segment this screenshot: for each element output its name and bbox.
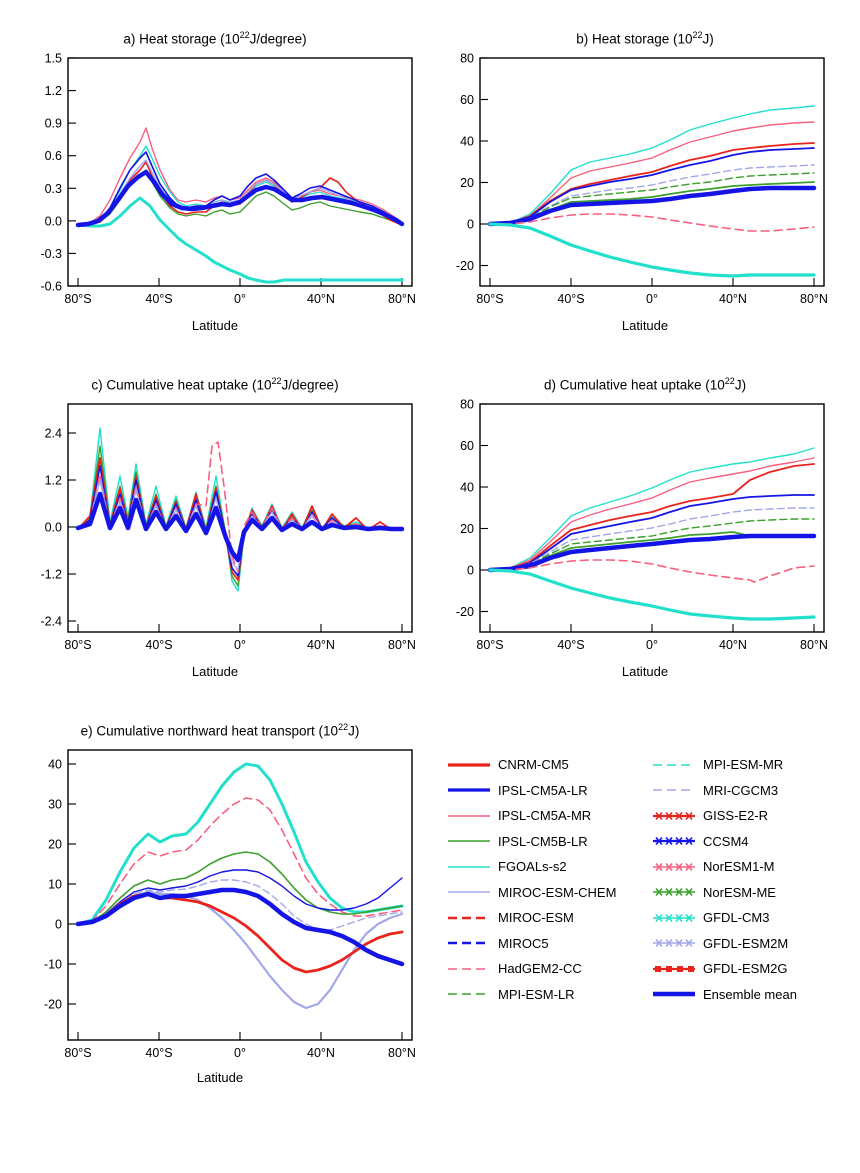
legend-line-swatch-icon [653, 962, 695, 976]
svg-text:60: 60 [460, 93, 474, 107]
svg-text:80°N: 80°N [388, 638, 416, 652]
legend-item-label: MIROC5 [498, 935, 549, 951]
legend-item-label: IPSL-CM5A-MR [498, 808, 592, 824]
panel-d-title: d) Cumulative heat uptake $(10^{22}J)$ [543, 376, 747, 393]
legend-item[interactable] [448, 829, 648, 855]
legend-item-label: CNRM-CM5 [498, 757, 569, 773]
svg-text:80: 80 [460, 51, 474, 66]
legend-item-label: NorESM-ME [703, 884, 776, 900]
legend-item[interactable] [448, 752, 648, 778]
svg-text:80°S: 80°S [476, 292, 504, 306]
legend-item-label: MPI-ESM-LR [498, 986, 575, 1002]
svg-text:80°S: 80°S [64, 638, 92, 652]
legend-line-swatch-icon [448, 911, 490, 925]
panel-c-xlabel: Latitude [191, 664, 239, 679]
legend-item-label: GFDL-CM3 [703, 910, 770, 926]
legend-item-label: IPSL-CM5B-LR [498, 833, 588, 849]
legend-column-2 [653, 752, 853, 1007]
svg-text:40°S: 40°S [145, 1046, 173, 1060]
legend-item-label: HadGEM2-CC [498, 961, 582, 977]
legend-line-swatch-icon [448, 987, 490, 1001]
svg-text:60: 60 [460, 439, 474, 453]
svg-text:0: 0 [467, 563, 474, 578]
svg-text:80°N: 80°N [388, 292, 416, 306]
svg-text:-20: -20 [455, 259, 474, 273]
legend-line-swatch-icon [448, 834, 490, 848]
legend-item[interactable] [653, 778, 853, 804]
legend-item[interactable] [653, 854, 853, 880]
svg-text:20: 20 [460, 522, 474, 536]
legend-item[interactable] [653, 829, 853, 855]
svg-text:40°S: 40°S [145, 292, 173, 306]
legend-item[interactable] [448, 778, 648, 804]
legend-line-swatch-icon [653, 936, 695, 950]
legend-item-label: MRI-CGCM3 [703, 782, 779, 798]
legend-item[interactable] [653, 956, 853, 982]
svg-text:0.0: 0.0 [44, 520, 62, 535]
legend-item-label: GFDL-ESM2G [703, 961, 788, 977]
svg-text:80°S: 80°S [64, 292, 92, 306]
svg-text:0°: 0° [234, 292, 246, 306]
svg-text:-0.3: -0.3 [40, 246, 62, 261]
legend-item[interactable] [448, 956, 648, 982]
legend-line-swatch-icon [448, 860, 490, 874]
legend-line-swatch-icon [653, 834, 695, 848]
panel-b-title: b) Heat storage $(10^{22}J)$ [576, 30, 714, 47]
legend-item-label: MIROC-ESM-CHEM [498, 884, 617, 900]
legend-line-swatch-icon [653, 783, 695, 797]
svg-text:-2.4: -2.4 [40, 614, 62, 629]
panel-a [0, 30, 430, 360]
panel-e-title: e) Cumulative northward heat transport $(10^{22}J)$ [80, 722, 360, 739]
legend-item[interactable] [653, 803, 853, 829]
svg-text:40: 40 [460, 480, 474, 495]
panel-a-title: a) Heat storage $(10^{22}J/degree)$ [123, 30, 307, 47]
legend-line-swatch-icon [448, 758, 490, 772]
svg-text:20: 20 [460, 176, 474, 190]
legend-line-swatch-icon [448, 936, 490, 950]
legend-item-label: NorESM1-M [703, 859, 775, 875]
panel-b-plot [430, 30, 860, 330]
svg-text:80°S: 80°S [476, 638, 504, 652]
svg-text:0°: 0° [646, 638, 658, 652]
svg-text:30: 30 [48, 797, 62, 812]
svg-text:80°N: 80°N [800, 292, 828, 306]
legend [448, 752, 860, 1042]
svg-text:80°S: 80°S [64, 1046, 92, 1060]
svg-text:-1.2: -1.2 [40, 567, 62, 582]
svg-text:40°N: 40°N [719, 292, 747, 306]
svg-text:40°N: 40°N [307, 292, 335, 306]
svg-text:10: 10 [48, 877, 62, 892]
legend-line-swatch-icon [653, 758, 695, 772]
svg-text:0.3: 0.3 [44, 181, 62, 196]
svg-text:80°N: 80°N [800, 638, 828, 652]
legend-item-label: CCSM4 [703, 833, 749, 849]
legend-item-label: FGOALs-s2 [498, 859, 567, 875]
svg-text:40°S: 40°S [145, 638, 173, 652]
legend-line-swatch-icon [448, 962, 490, 976]
svg-text:0°: 0° [646, 292, 658, 306]
svg-text:-20: -20 [455, 605, 474, 619]
svg-text:40: 40 [48, 757, 62, 772]
panel-a-plot [0, 30, 430, 330]
svg-text:-20: -20 [43, 997, 62, 1012]
panel-e [0, 722, 440, 1085]
svg-text:1.2: 1.2 [44, 84, 62, 99]
legend-line-swatch-icon [653, 860, 695, 874]
legend-item-label: MIROC-ESM [498, 910, 574, 926]
legend-item[interactable] [653, 752, 853, 778]
legend-item-label: Ensemble mean [703, 986, 797, 1002]
svg-text:80: 80 [460, 397, 474, 412]
panel-c-title: c) Cumulative heat uptake $(10^{22}J/degree)$ [91, 376, 339, 393]
legend-item[interactable] [448, 803, 648, 829]
legend-line-swatch-icon [653, 885, 695, 899]
svg-text:1.2: 1.2 [44, 473, 62, 488]
svg-text:2.4: 2.4 [44, 426, 62, 441]
legend-item[interactable] [653, 931, 853, 957]
legend-item[interactable] [653, 905, 853, 931]
panel-e-plot [0, 722, 440, 1060]
legend-line-swatch-icon [653, 809, 695, 823]
svg-text:0.9: 0.9 [44, 116, 62, 131]
panel-d-plot [430, 376, 860, 676]
panel-e-xlabel: Latitude [196, 1070, 244, 1085]
legend-line-swatch-icon [653, 911, 695, 925]
panel-a-xlabel: Latitude [191, 318, 239, 333]
svg-text:0°: 0° [234, 1046, 246, 1060]
svg-text:80°N: 80°N [388, 1046, 416, 1060]
legend-item-label: IPSL-CM5A-LR [498, 782, 588, 798]
svg-text:40°N: 40°N [719, 638, 747, 652]
legend-line-swatch-icon [653, 987, 695, 1001]
legend-line-swatch-icon [448, 809, 490, 823]
legend-column-1 [448, 752, 648, 1007]
svg-text:0: 0 [467, 217, 474, 232]
svg-text:1.5: 1.5 [44, 51, 62, 66]
svg-text:40: 40 [460, 134, 474, 149]
legend-item-label: GISS-E2-R [703, 808, 769, 824]
svg-text:0.6: 0.6 [44, 149, 62, 164]
svg-text:-10: -10 [43, 957, 62, 972]
panel-b [430, 30, 860, 360]
panel-c-plot [0, 376, 430, 676]
panel-d [430, 376, 860, 706]
legend-item-label: MPI-ESM-MR [703, 757, 784, 773]
svg-text:40°N: 40°N [307, 638, 335, 652]
svg-text:40°S: 40°S [557, 292, 585, 306]
legend-item[interactable] [448, 905, 648, 931]
legend-line-swatch-icon [448, 783, 490, 797]
svg-text:40°N: 40°N [307, 1046, 335, 1060]
panel-d-xlabel: Latitude [621, 664, 669, 679]
svg-text:0: 0 [55, 917, 62, 932]
panel-b-xlabel: Latitude [621, 318, 669, 333]
svg-text:-0.6: -0.6 [40, 279, 62, 294]
svg-text:40°S: 40°S [557, 638, 585, 652]
legend-item[interactable] [448, 982, 648, 1008]
legend-item[interactable] [448, 880, 648, 906]
legend-item[interactable] [448, 931, 648, 957]
svg-text:0°: 0° [234, 638, 246, 652]
legend-item[interactable] [653, 880, 853, 906]
panel-c [0, 376, 430, 706]
legend-line-swatch-icon [448, 885, 490, 899]
legend-item[interactable] [448, 854, 648, 880]
svg-text:0.0: 0.0 [44, 214, 62, 229]
legend-item[interactable] [653, 982, 853, 1008]
svg-text:20: 20 [48, 837, 62, 852]
legend-item-label: GFDL-ESM2M [703, 935, 789, 951]
